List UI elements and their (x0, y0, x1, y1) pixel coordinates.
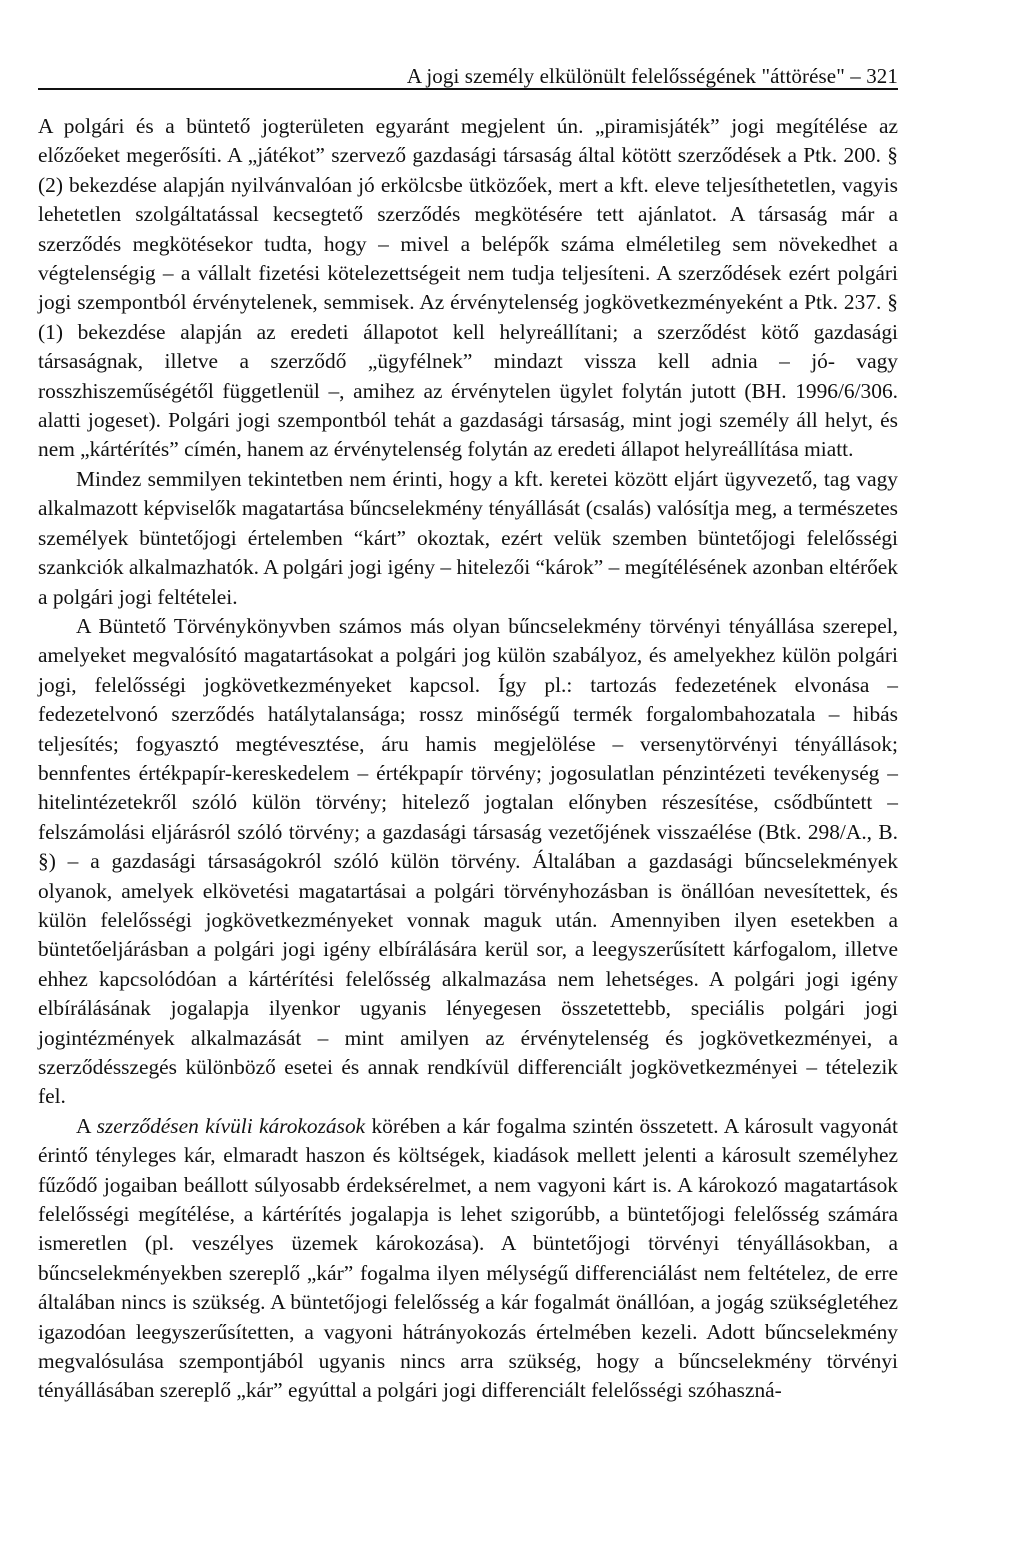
paragraph-1: A polgári és a büntető jogterületen egyaránt megjelent ún. „piramisjáték” jogi megítélése az előzőeket megerősíti. A „játékot” szervező gazdasági társaság által kötött szerződések a Ptk. 200. § (2) bekezdése alapján nyilvánvalóan jó erkölcsbe ütközőek, mert a kft. eleve teljesíthetetlen, vagyis lehetetlen szolgáltatással kecsegtető szerződés megkötésére tett ajánlatot. A társaság már a szerződés megkötésekor tudta, hogy – mivel a belépők száma elméletileg sem növekedhet a végtelenségig – a vállalt fizetési kötelezettségeit nem tudja teljesíteni. A szerződések ezért polgári jogi szempontból érvénytelenek, semmisek. Az érvénytelenség jogkövetkezményeként a Ptk. 237. § (1) bekezdése alapján az eredeti állapotot kell helyreállítani; a szerződést kötő gazdasági társaságnak, illetve a szerződő „ügyfélnek” mindazt vissza kell adnia – jó- vagy rosszhiszeműségétől függetlenül –, amihez az érvénytelen ügylet folytán jutott (BH. 1996/6/306. alatti jogeset). Polgári jogi szempontból tehát a gazdasági társaság, mint jogi személy áll helyt, és nem „kártérítés” címén, hanem az érvénytelenség folytán az eredeti állapot helyreállítása miatt. (38, 114, 898, 462)
paragraph-3: A Büntető Törvénykönyvben számos más olyan bűncselekmény törvényi tényállása szerepel, amelyeket megvalósító magatartásokat a polgári jog külön szabályoz, és amelyekhez külön polgári jogi, felelősségi jogkövetkezményeket kapcsol. Így pl.: tartozás fedezetének elvonása – fedezetelvonó szerződés hatálytalansága; rossz minőségű termék forgalombahozatala – hibás teljesítés; fogyasztó megtévesztése, áru hamis megjelölése – versenytörvényi tényállások; bennfentes értékpapír-kereskedelem – értékpapír törvény; jogosulatlan pénzintézeti tevékenység – hitelintézetekről szóló külön törvény; hitelező jogtalan előnyben részesítése, csődbűntett – felszámolási eljárásról szóló törvény; a gazdasági társaság vezetőjének visszaélése (Btk. 298/A., B. §) – a gazdasági társaságokról szóló külön törvény. Általában a gazdasági bűncselekmények olyanok, amelyek elkövetési magatartásai a polgári törvényhozásban is önállóan nevesítettek, és külön felelősségi jogkövetkezményeket vonnak maguk után. Amennyiben ilyen esetekben a büntetőeljárásban a polgári jogi igény elbírálására kerül sor, a leegyszerűsített kárfogalom, illetve ehhez kapcsolódóan a kártérítési felelősség alkalmazása nem lehetséges. A polgári jogi igény elbírálásának jogalapja ilyenkor ugyanis lényegesen összetettebb, speciális polgári jogi jogintézmények alkalmazását – mint amilyen az érvénytelenség és jogkövetkezményei, a szerződésszegés különböző esetei és annak rendkívül differenciált jogkövetkezményei – tételezik fel. (38, 613, 898, 1109)
running-header (38, 64, 898, 90)
paragraph-4-italic-term: szerződésen kívüli károkozások (96, 1113, 366, 1138)
running-title: A jogi személy elkülönült felelősségének "áttörése" – 321 (406, 64, 898, 88)
paragraph-2: Mindez semmilyen tekintetben nem érinti, hogy a kft. keretei között eljárt ügyvezető, tag vagy alkalmazott képviselők magatartása bűncselekmény tényállását (csalás) valósítja meg, a természetes személyek büntetőjogi értelemben “kárt” okoztak, ezért velük szemben büntetőjogi felelősségi szankciók alkalmazhatók. A polgári jogi igény – hitelezői “károk” – megítélésének azonban eltérőek a polgári jogi feltételei. (38, 466, 898, 609)
book-page (38, 64, 898, 1406)
paragraph-4 (38, 1112, 898, 1406)
paragraph-4-body: körében a kár fogalma szintén összetett. A károsult vagyonát érintő tényleges kár, elmaradt haszon és költségek, kiadások mellett jelenti a károsult személyhez fűződő jogaiban beállott súlyosabb érdeksérelmet, a nem vagyoni kárt is. A károkozó magatartások felelősségi megítélése, a kártérítés jogalapja is lehet szigorúbb, a büntetőjogi felelősség számára ismeretlen (pl. veszélyes üzemek károkozása). A büntetőjogi törvényi tényállásokban, a bűncselekményekben szereplő „kár” fogalma ilyen mélységű differenciálást nem feltételez, de erre általában nincs is szükség. A büntetőjogi felelősség a kár fogalmát önállóan, a jogág szükségletéhez igazodóan leegyszerűsítetten, a vagyoni hátrányokozás értelmében kezeli. Adott bűncselekmény megvalósulása szempontjából ugyanis nincs arra szükség, hogy a bűncselekmény törvényi tényállásában szereplő „kár” egyúttal a polgári jogi differenciált felelősségi szóhaszná- (38, 1113, 898, 1403)
paragraph-4-lead: A (76, 1113, 97, 1138)
